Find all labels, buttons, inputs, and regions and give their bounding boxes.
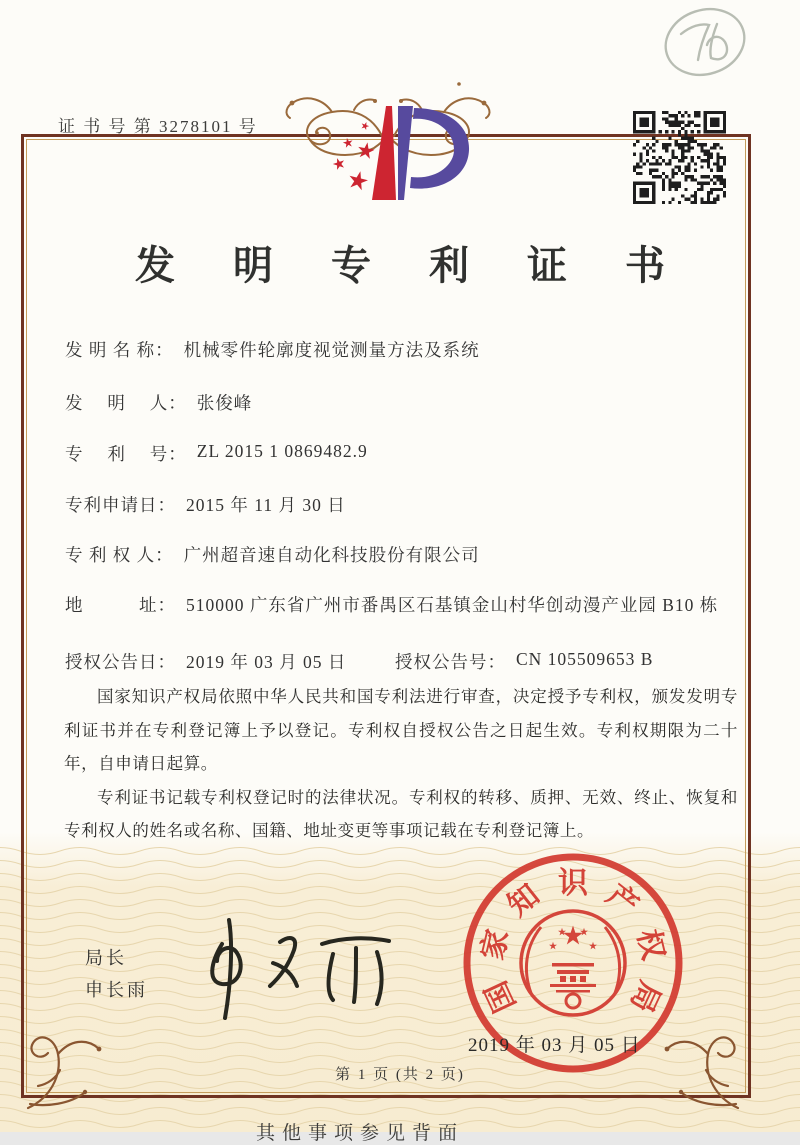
field-label: 发 明 名 称： bbox=[65, 340, 174, 360]
bottom-left-flourish bbox=[18, 1000, 110, 1115]
logo-red-wedge bbox=[372, 106, 396, 200]
field-patentee bbox=[65, 542, 480, 567]
field-inventor bbox=[65, 390, 252, 415]
svg-text:权: 权 bbox=[630, 926, 670, 964]
field-label: 专 利 号： bbox=[65, 444, 187, 464]
qr-code bbox=[633, 111, 726, 204]
seal-date: 2019 年 03 月 05 日 bbox=[468, 1035, 641, 1056]
svg-text:局: 局 bbox=[623, 976, 667, 1018]
field-label: 地 址： bbox=[65, 595, 176, 615]
field-grant-date bbox=[65, 649, 346, 674]
legal-statement bbox=[64, 680, 738, 848]
seal-national-emblem bbox=[549, 926, 597, 1009]
field-value: 2015 年 11 月 30 日 bbox=[186, 495, 346, 515]
svg-text:家: 家 bbox=[476, 926, 516, 964]
svg-text:识: 识 bbox=[558, 867, 588, 900]
field-value: 广州超音速自动化科技股份有限公司 bbox=[183, 545, 480, 565]
field-label: 授权公告日： bbox=[65, 652, 176, 672]
field-filing-date bbox=[65, 492, 346, 517]
legal-paragraph-2: 专利证书记载专利权登记时的法律状况。专利权的转移、质押、无效、终止、恢复和专利权人的姓名或名称、国籍、地址变更等事项记载在专利登记簿上。 bbox=[64, 787, 738, 840]
field-value: 张俊峰 bbox=[196, 393, 253, 413]
svg-text:知: 知 bbox=[501, 878, 546, 923]
field-value: 510000 广东省广州市番禺区石基镇金山村华创动漫产业园 B10 栋 bbox=[186, 595, 719, 615]
field-label: 专利申请日： bbox=[65, 495, 176, 515]
field-label: 专 利 权 人： bbox=[65, 545, 174, 565]
commissioner-post-label: 局长 bbox=[85, 948, 127, 968]
field-invention-name bbox=[65, 337, 480, 362]
pencil-scribble-mark bbox=[645, 0, 765, 88]
svg-text:产: 产 bbox=[600, 878, 645, 923]
field-patent-number bbox=[65, 441, 368, 466]
legal-paragraph-1: 国家知识产权局依照中华人民共和国专利法进行审查，决定授予专利权，颁发发明专利证书并在专利登记簿上予以登记。专利权自授权公告之日起生效。专利权期限为二十年，自申请日起算。 bbox=[64, 687, 738, 773]
svg-text:国: 国 bbox=[479, 976, 523, 1018]
field-label: 授权公告号： bbox=[395, 652, 506, 672]
field-grant-number bbox=[395, 649, 653, 674]
cnipa-logo bbox=[314, 100, 486, 220]
certificate-title: 发 明 专 利 证 书 bbox=[135, 243, 689, 288]
logo-purple-bowl bbox=[410, 108, 469, 189]
field-address bbox=[65, 592, 721, 618]
field-value: ZL 2015 1 0869482.9 bbox=[196, 441, 368, 461]
field-value: 2019 年 03 月 05 日 bbox=[186, 652, 347, 672]
logo-stars bbox=[331, 121, 375, 191]
field-value: CN 105509653 B bbox=[516, 649, 654, 669]
back-side-note: 其他事项参见背面 bbox=[255, 1123, 464, 1144]
field-label: 发 明 人： bbox=[65, 393, 187, 413]
commissioner-name-label: 申长雨 bbox=[85, 980, 148, 1000]
page-number: 第 1 页 (共 2 页) bbox=[335, 1067, 465, 1083]
commissioner-signature bbox=[192, 912, 404, 1024]
field-value: 机械零件轮廓度视觉测量方法及系统 bbox=[183, 340, 480, 360]
certificate-number: 证 书 号 第 3278101 号 bbox=[58, 117, 258, 136]
